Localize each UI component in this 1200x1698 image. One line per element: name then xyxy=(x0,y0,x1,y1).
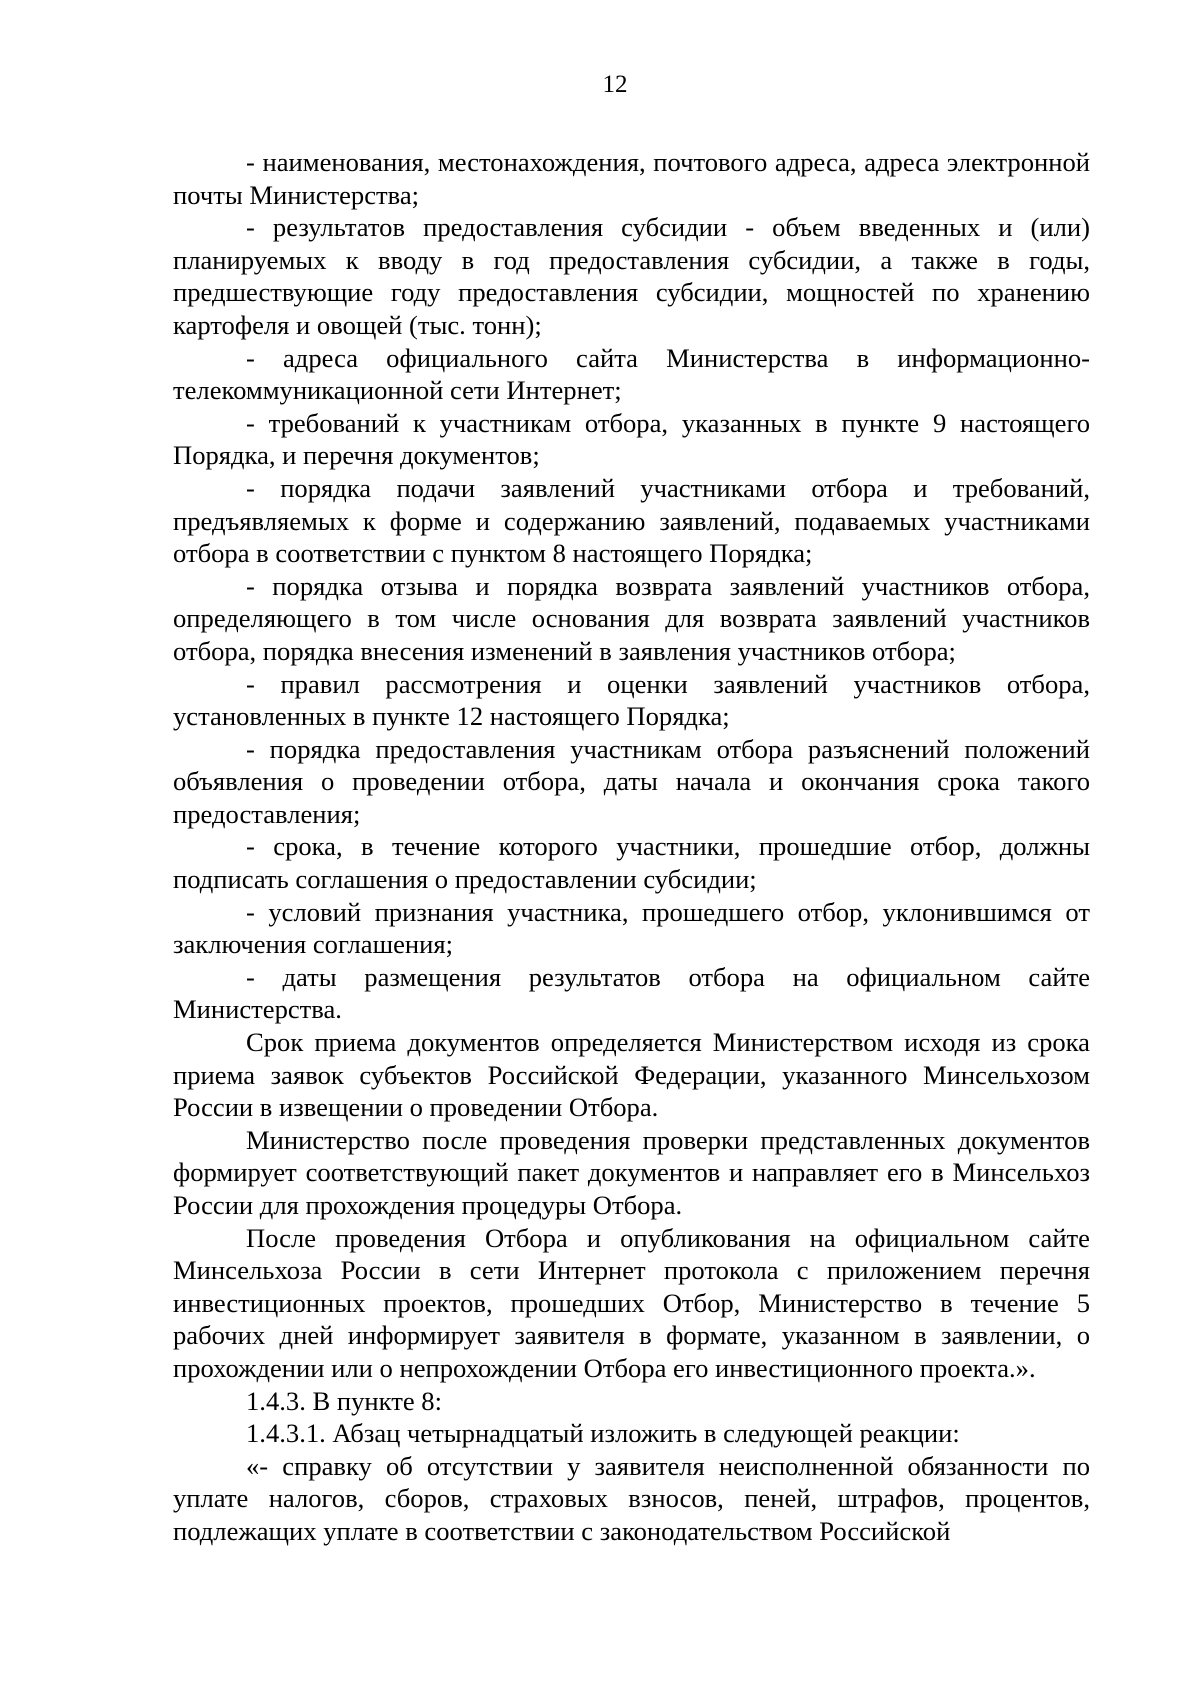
paragraph: 1.4.3.1. Абзац четырнадцатый изложить в следующей реакции: xyxy=(246,1418,960,1449)
paragraph: - результатов предоставления субсидии - объем введенных и (или) планируемых к вводу в год предоставления субсидии, а также в годы, предшествующие году предоставления субсидии, мощностей по хранению картофеля и овощей (тыс. тонн); xyxy=(173,212,1090,340)
paragraph: 1.4.3. В пункте 8: xyxy=(246,1385,442,1416)
paragraph: - даты размещения результатов отбора на официальном сайте Министерства. xyxy=(173,961,1090,1025)
paragraph: - порядка подачи заявлений участниками отбора и требований, предъявляемых к форме и содержанию заявлений, подаваемых участниками отбора в соответствии с пунктом 8 настоящего Порядка; xyxy=(173,472,1090,569)
page-number: 12 xyxy=(602,71,628,98)
paragraph: Министерство после проведения проверки представленных документов формирует соответствующий пакет документов и направляет его в Минсельхоз России для прохождения процедуры Отбора. xyxy=(173,1124,1090,1220)
paragraph: - наименования, местонахождения, почтового адреса, адреса электронной почты Министерства; xyxy=(173,147,1090,210)
paragraph: - порядка отзыва и порядка возврата заявлений участников отбора, определяющего в том числе основания для возврата заявлений участников отбора, порядка внесения изменений в заявления участников отбора; xyxy=(173,570,1090,666)
paragraph: - порядка предоставления участникам отбора разъяснений положений объявления о проведении отбора, даты начала и окончания срока такого предоставления; xyxy=(173,733,1090,829)
paragraph: - условий признания участника, прошедшего отбор, уклонившимся от заключения соглашения; xyxy=(173,896,1090,960)
paragraph: - правил рассмотрения и оценки заявлений участников отбора, установленных в пункте 12 настоящего Порядка; xyxy=(173,668,1090,732)
paragraph: - срока, в течение которого участники, прошедшие отбор, должны подписать соглашения о предоставлении субсидии; xyxy=(173,831,1090,895)
paragraph: «- справку об отсутствии у заявителя неисполненной обязанности по уплате налогов, сборов, страховых взносов, пеней, штрафов, процентов, подлежащих уплате в соответствии с законодательством Российской xyxy=(173,1450,1090,1546)
paragraph: После проведения Отбора и опубликования на официальном сайте Минсельхоза России в сети Интернет протокола с приложением перечня инвестиционных проектов, прошедших Отбор, Министерство в течение 5 рабочих дней информирует заявителя в формате, указанном в заявлении, о прохождении или о непрохождении Отбора его инвестиционного проекта.». xyxy=(173,1222,1090,1383)
paragraph: Срок приема документов определяется Министерством исходя из срока приема заявок субъектов Российской Федерации, указанного Минсельхозом России в извещении о проведении Отбора. xyxy=(173,1027,1090,1123)
document-body xyxy=(173,146,1090,1548)
paragraph: - требований к участникам отбора, указанных в пункте 9 настоящего Порядка, и перечня документов; xyxy=(173,407,1090,471)
paragraph: - адреса официального сайта Министерства в информационно-телекоммуникационной сети Интернет; xyxy=(173,342,1090,406)
